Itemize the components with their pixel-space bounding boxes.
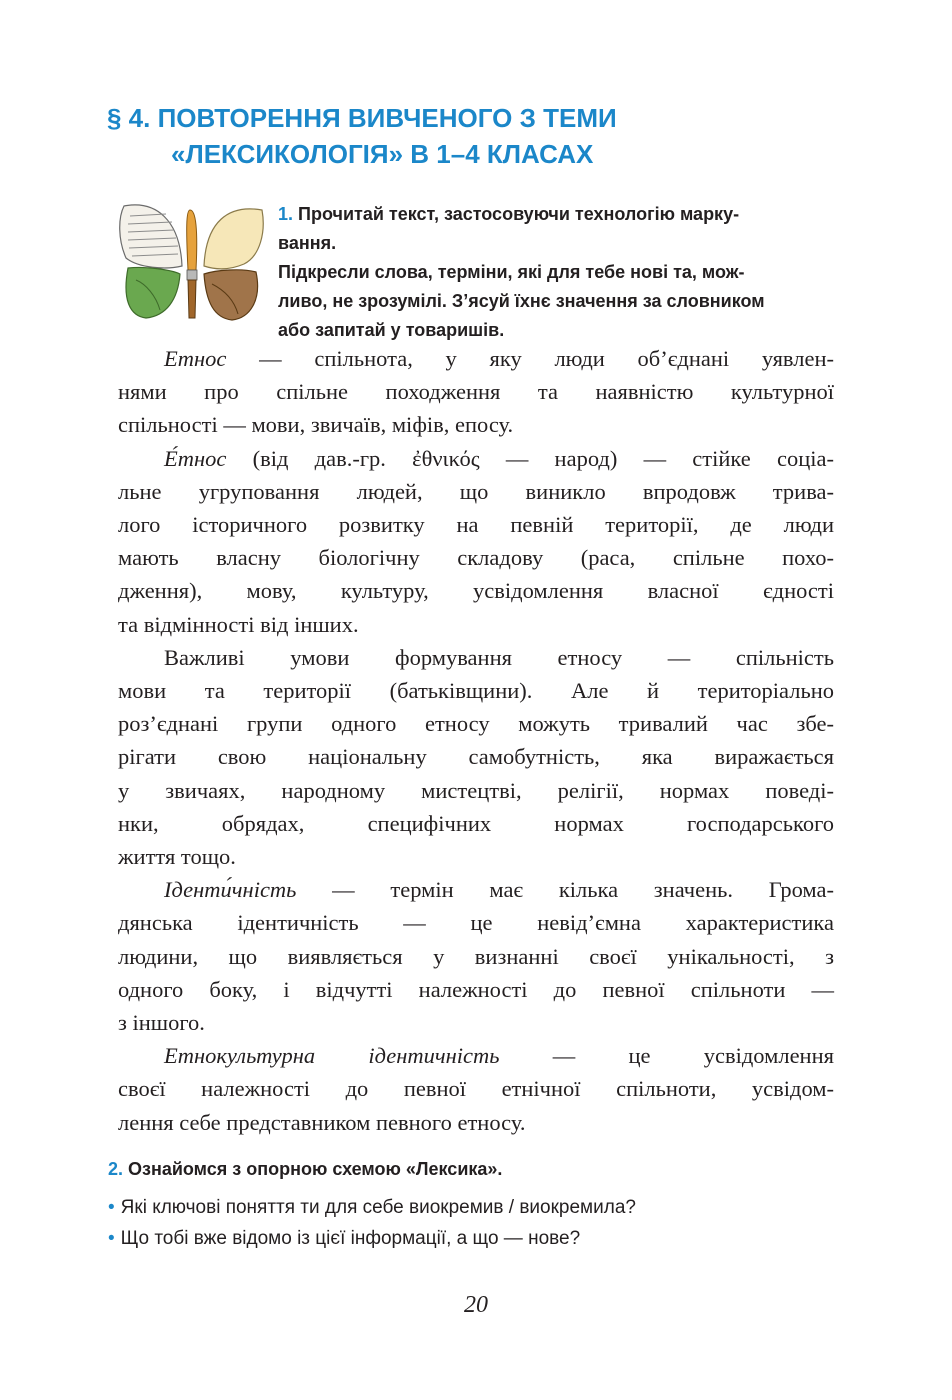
paragraph-line: мови та території (батьківщини). Але й територіально <box>118 678 834 704</box>
paragraph-line: та відмінності від інших. <box>118 611 359 637</box>
paragraph-line: одного боку, і відчутті належності до певної спільноти — <box>118 976 834 1002</box>
list-item <box>108 1223 868 1254</box>
paragraph-line <box>118 873 834 906</box>
task-1-line: Підкресли слова, терміни, які для тебе нові та, мож- <box>278 262 745 282</box>
list-item-text: Які ключові поняття ти для себе виокремив / виокремила? <box>120 1197 636 1218</box>
paragraph-line: нями про спільне походження та наявністю культурної <box>118 379 834 405</box>
main-text <box>118 342 834 1139</box>
paragraph-line: лення себе представником певного етносу. <box>118 1109 526 1135</box>
paragraph-line: дження), мову, культуру, усвідомлення власної єдності <box>118 578 834 604</box>
section-title <box>107 100 807 172</box>
paragraph-line: мають власну біологічну складову (раса, спільне похо- <box>118 545 834 571</box>
paragraph-line: спільності — мови, звичаїв, міфів, епосу. <box>118 412 514 438</box>
butterfly-brush-icon <box>116 200 268 326</box>
paragraph-line <box>118 342 834 375</box>
task-2 <box>108 1156 868 1182</box>
task-2-number: 2. <box>108 1159 124 1179</box>
paragraph-line: своєї належності до певної етнічної спільноти, усвідом- <box>118 1076 834 1102</box>
term-ethnocultural-identity: Етнокультурна ідентичність <box>164 1043 500 1069</box>
paragraph-line: нки, обрядах, специфічних нормах господарського <box>118 810 834 836</box>
term-etnos: Етнос <box>164 346 227 371</box>
list-item <box>108 1192 868 1223</box>
term-identity: Іденти́чність <box>164 877 297 903</box>
question-list <box>108 1192 868 1254</box>
paragraph-line: людини, що виявляється у визнанні своєї унікальності, з <box>118 943 834 969</box>
task-2-text: Ознайомся з опорною схемою «Лексика». <box>128 1159 503 1179</box>
task-1-number: 1. <box>278 204 294 224</box>
paragraph-line <box>118 1039 834 1072</box>
page-number: 20 <box>464 1292 488 1318</box>
paragraph-line: лого історичного розвитку на певній території, де люди <box>118 512 834 538</box>
paragraph-text: — спільнота, у яку люди об’єднані уявлен- <box>226 346 834 371</box>
paragraph-line: рігати свою національну самобутність, яка виражається <box>118 744 834 770</box>
paragraph-text: — це усвідомлення <box>499 1043 834 1069</box>
task-1-line: ливо, не зрозумілі. З’ясуй їхнє значення за словником <box>278 291 765 311</box>
paragraph-line: з іншого. <box>118 1010 205 1036</box>
task-1 <box>278 200 878 345</box>
paragraph-line: льне угруповання людей, що виникло впродовж трива- <box>118 478 834 504</box>
task-1-line: вання. <box>278 233 337 253</box>
paragraph-line <box>118 442 834 475</box>
bullet-icon: • <box>108 1197 115 1218</box>
paragraph-line: дянська ідентичність — це невід’ємна характеристика <box>118 910 834 936</box>
paragraph-text: (від дав.-гр. ἐθνικός — народ) — стійке соціа- <box>226 445 834 471</box>
paragraph-line: роз’єднані групи одного етносу можуть тривалий час збе- <box>118 711 834 737</box>
term-etnos-greek: Е́тнос <box>164 445 227 471</box>
paragraph-line: життя тощо. <box>118 844 236 870</box>
task-1-line: або запитай у товаришів. <box>278 320 505 340</box>
list-item-text: Що тобі вже відомо із цієї інформації, а що — нове? <box>120 1228 581 1249</box>
bullet-icon: • <box>108 1228 115 1249</box>
paragraph-line: у звичаях, народному мистецтві, релігії, нормах поведі- <box>118 777 834 803</box>
task-1-text: Прочитай текст, застосовуючи технологію марку- <box>298 204 740 224</box>
paragraph-line: Важливі умови формування етносу — спільність <box>164 644 834 670</box>
task-1-line <box>278 200 878 229</box>
section-title-line-2: «ЛЕКСИКОЛОГІЯ» В 1–4 КЛАСАХ <box>171 139 594 169</box>
section-title-line-1: § 4. ПОВТОРЕННЯ ВИВЧЕНОГО З ТЕМИ <box>107 103 617 133</box>
paragraph-text: — термін має кілька значень. Грома- <box>296 877 834 903</box>
